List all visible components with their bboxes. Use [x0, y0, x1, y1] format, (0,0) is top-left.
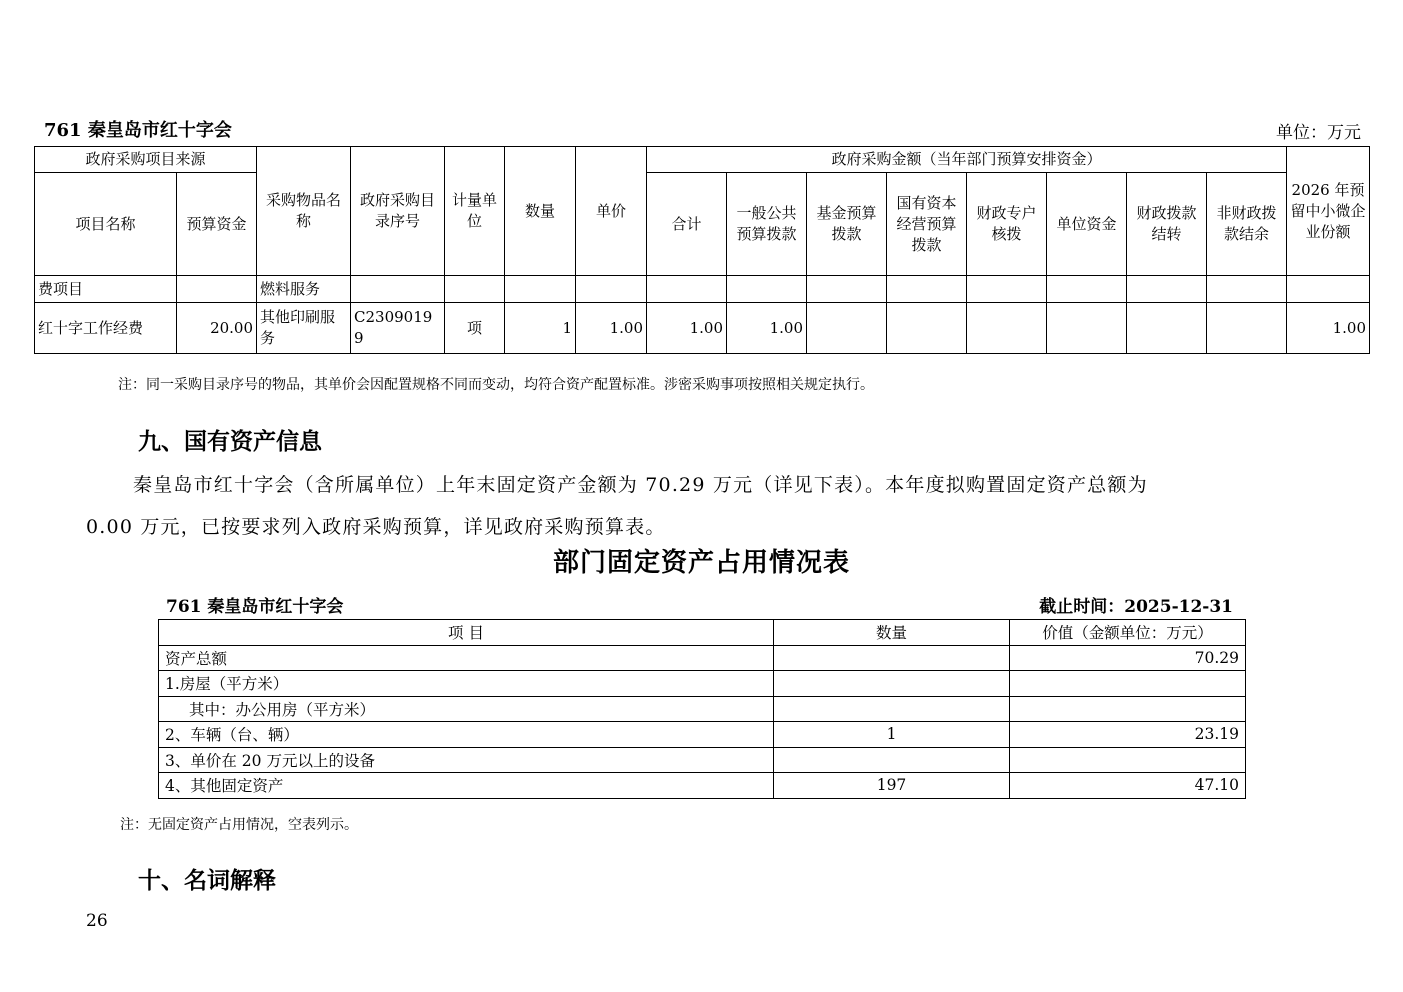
cell-state-capital [887, 303, 967, 354]
cell-special-account [967, 276, 1047, 303]
cell-quantity [774, 645, 1010, 671]
header-value: 价值（金额单位：万元） [1010, 620, 1246, 646]
cell-value [1010, 696, 1246, 722]
cell-catalog-no [351, 276, 445, 303]
header-total: 合计 [647, 173, 727, 276]
cell-item: 1.房屋（平方米） [159, 671, 774, 697]
header-special-account: 财政专户核拨 [967, 173, 1047, 276]
cell-value: 23.19 [1010, 722, 1246, 748]
cell-value [1010, 671, 1246, 697]
cell-carryover [1127, 276, 1207, 303]
assets-paragraph-line1: 秦皇岛市红十字会（含所属单位）上年末固定资产金额为 70.29 万元（详见下表）。本年度拟购置固定资产总额为 [133, 474, 1148, 496]
cell-nonfiscal-balance [1207, 303, 1287, 354]
header-catalog-no: 政府采购目录序号 [351, 147, 445, 276]
table-row [159, 696, 1246, 722]
cell-reserved-sme [1287, 276, 1370, 303]
header-nonfiscal-balance: 非财政拨款结余 [1207, 173, 1287, 276]
header-unit: 计量单位 [445, 147, 505, 276]
header-quantity: 数量 [774, 620, 1010, 646]
cell-special-account [967, 303, 1047, 354]
header-quantity: 数量 [505, 147, 576, 276]
cell-reserved-sme: 1.00 [1287, 303, 1370, 354]
cell-quantity [774, 747, 1010, 773]
unit-label: 单位：万元 [1276, 123, 1361, 143]
header-item: 项 目 [159, 620, 774, 646]
cell-unit-price [576, 276, 647, 303]
section-heading-glossary: 十、名词解释 [138, 867, 276, 894]
cell-quantity: 1 [774, 722, 1010, 748]
header-budget-funds: 预算资金 [177, 173, 257, 276]
cell-unit: 项 [445, 303, 505, 354]
assets-note: 注：无固定资产占用情况，空表列示。 [120, 817, 358, 833]
cell-item: 其中：办公用房（平方米） [159, 696, 774, 722]
cell-quantity [774, 671, 1010, 697]
cell-nonfiscal-balance [1207, 276, 1287, 303]
section-heading-assets: 九、国有资产信息 [138, 428, 322, 455]
header-project-name: 项目名称 [35, 173, 177, 276]
unit-name: 761 秦皇岛市红十字会 [44, 120, 232, 141]
table-row [159, 722, 1246, 748]
header-unit-funds: 单位资金 [1047, 173, 1127, 276]
assets-paragraph-line2: 0.00 万元，已按要求列入政府采购预算，详见政府采购预算表。 [86, 516, 666, 538]
cell-item-name: 燃料服务 [257, 276, 351, 303]
cell-item: 4、其他固定资产 [159, 773, 774, 799]
cell-unit [445, 276, 505, 303]
header-carryover: 财政拨款结转 [1127, 173, 1207, 276]
cell-quantity: 1 [505, 303, 576, 354]
cell-item: 3、单价在 20 万元以上的设备 [159, 747, 774, 773]
header-source-group: 政府采购项目来源 [35, 147, 257, 173]
assets-deadline: 截止时间：2025-12-31 [1039, 597, 1233, 617]
cell-general-budget [727, 276, 807, 303]
header-amount-group: 政府采购金额（当年部门预算安排资金） [647, 147, 1287, 173]
cell-total [647, 276, 727, 303]
table-row [159, 645, 1246, 671]
cell-item: 2、车辆（台、辆） [159, 722, 774, 748]
table-row [35, 303, 1370, 354]
procurement-note: 注：同一采购目录序号的物品，其单价会因配置规格不同而变动，均符合资产配置标准。涉密采购事项按照相关规定执行。 [118, 377, 874, 393]
cell-quantity [774, 696, 1010, 722]
cell-budget-funds [177, 276, 257, 303]
cell-quantity [505, 276, 576, 303]
header-fund-budget: 基金预算拨款 [807, 173, 887, 276]
cell-project-name: 费项目 [35, 276, 177, 303]
cell-project-name: 红十字工作经费 [35, 303, 177, 354]
header-general-budget: 一般公共预算拨款 [727, 173, 807, 276]
cell-state-capital [887, 276, 967, 303]
assets-unit-name: 761 秦皇岛市红十字会 [166, 597, 344, 617]
cell-catalog-no: C23090199 [351, 303, 445, 354]
cell-general-budget: 1.00 [727, 303, 807, 354]
assets-table-title: 部门固定资产占用情况表 [552, 548, 850, 578]
cell-budget-funds: 20.00 [177, 303, 257, 354]
header-reserved-sme: 2026 年预留中小微企业份额 [1287, 147, 1370, 276]
table-row [159, 773, 1246, 799]
page-number: 26 [86, 911, 108, 931]
cell-value [1010, 747, 1246, 773]
fixed-assets-table [158, 619, 1246, 799]
procurement-table [34, 146, 1370, 354]
cell-item: 资产总额 [159, 645, 774, 671]
cell-quantity: 197 [774, 773, 1010, 799]
cell-fund-budget [807, 276, 887, 303]
header-unit-price: 单价 [576, 147, 647, 276]
cell-unit-price: 1.00 [576, 303, 647, 354]
cell-item-name: 其他印刷服务 [257, 303, 351, 354]
cell-value: 70.29 [1010, 645, 1246, 671]
table-row [159, 747, 1246, 773]
cell-total: 1.00 [647, 303, 727, 354]
cell-value: 47.10 [1010, 773, 1246, 799]
table-row [159, 671, 1246, 697]
header-item-name: 采购物品名称 [257, 147, 351, 276]
cell-fund-budget [807, 303, 887, 354]
header-state-capital: 国有资本经营预算拨款 [887, 173, 967, 276]
table-row [35, 276, 1370, 303]
cell-unit-funds [1047, 276, 1127, 303]
cell-unit-funds [1047, 303, 1127, 354]
cell-carryover [1127, 303, 1207, 354]
